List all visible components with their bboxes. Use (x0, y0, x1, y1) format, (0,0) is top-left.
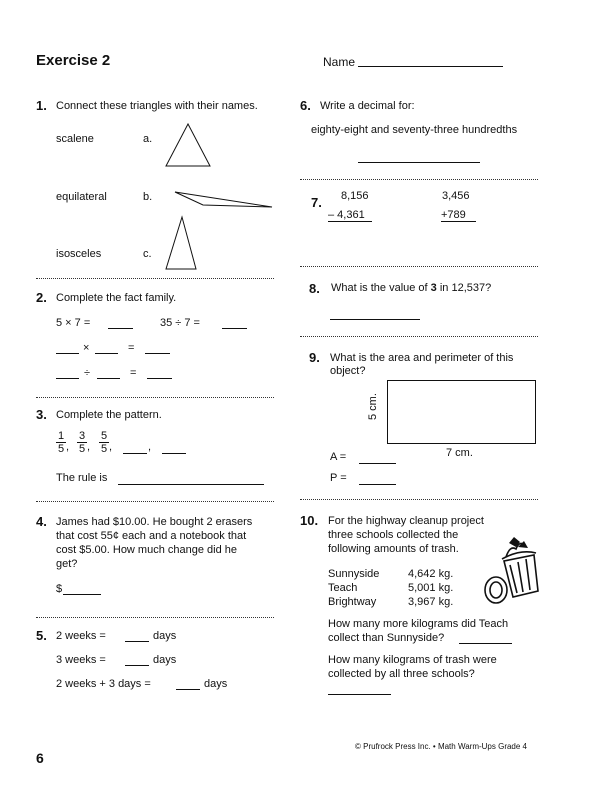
q2-times-sign: × (83, 342, 90, 354)
q10-answer-b-field[interactable] (328, 684, 391, 695)
q6-number: 6. (300, 98, 311, 113)
q9-number: 9. (309, 350, 320, 365)
divider (300, 266, 538, 267)
q9-perimeter-field[interactable] (359, 474, 396, 485)
q5-line-2: 3 weeks = (56, 654, 106, 666)
q1-letter-c: c. (143, 248, 152, 260)
school-amount: 4,642 kg. (408, 568, 454, 580)
q2-prompt: Complete the fact family. (56, 292, 177, 304)
q2-blank[interactable] (108, 318, 133, 329)
q5-line-3: 2 weeks + 3 days = (56, 678, 151, 690)
q2-divide-sign: ÷ (84, 367, 91, 379)
q3-fraction: $\frac{1}{5}$ (57, 430, 65, 455)
q10-prompt: three schools collected the (328, 529, 459, 541)
name-label: Name (323, 55, 356, 69)
q2-number: 2. (36, 290, 47, 305)
q1-name-isosceles: isosceles (56, 248, 102, 260)
q9-height-label: 5 cm. (367, 393, 379, 420)
q2-equals: = (130, 367, 137, 379)
q7-top-2: 3,456 (442, 190, 470, 202)
q4-answer-field[interactable] (63, 584, 101, 595)
q9-width-label: 7 cm. (446, 447, 473, 459)
q4-text: James had $10.00. He bought 2 erasers (56, 516, 253, 528)
q9-area-field[interactable] (359, 453, 396, 464)
divider (300, 499, 538, 500)
q5-blank[interactable] (176, 679, 200, 690)
q8-number: 8. (309, 281, 320, 296)
q2-equation-2: 35 ÷ 7 = (160, 317, 200, 329)
q10-prompt: For the highway cleanup project (328, 515, 484, 527)
q8-digit: 3 (430, 282, 437, 294)
q10-question-b: collected by all three schools? (328, 668, 475, 680)
q1-letter-a: a. (143, 133, 153, 145)
q6-words: eighty-eight and seventy-three hundredths (311, 124, 518, 136)
divider (300, 336, 538, 337)
q9-prompt: object? (330, 365, 366, 377)
q10-number: 10. (300, 513, 319, 528)
q10-question-a: How many more kilograms did Teach (328, 618, 509, 630)
q10-question-a: collect than Sunnyside? (328, 632, 445, 644)
q3-blank[interactable] (162, 443, 186, 454)
q3-prompt: Complete the pattern. (56, 409, 162, 421)
triangle-isosceles (166, 217, 196, 269)
q7-bottom-2: +789 (441, 209, 476, 222)
q2-blank[interactable] (95, 343, 118, 354)
q5-line-1: 2 weeks = (56, 630, 106, 642)
q8-prompt: What is the value of 3 in 12,537? (331, 282, 492, 294)
q5-number: 5. (36, 628, 47, 643)
q3-fraction: $\frac{5}{5}$ (100, 430, 108, 455)
q1-letter-b: b. (143, 191, 153, 203)
q4-text: get? (56, 558, 78, 570)
q2-blank[interactable] (222, 318, 247, 329)
q3-rule-label: The rule is (56, 472, 108, 484)
divider (300, 179, 538, 180)
q6-prompt: Write a decimal for: (320, 100, 415, 112)
q1-number: 1. (36, 98, 47, 113)
q4-number: 4. (36, 514, 47, 529)
q10-prompt: following amounts of trash. (328, 543, 459, 555)
q2-blank[interactable] (97, 368, 120, 379)
q2-equals: = (128, 342, 135, 354)
page-number: 6 (36, 750, 44, 766)
q3-rule-field[interactable] (118, 474, 264, 485)
q4-dollar-sign: $ (56, 583, 63, 595)
triangle-equilateral (166, 124, 210, 166)
q9-perimeter-label: P = (330, 472, 347, 484)
q2-blank[interactable] (147, 368, 172, 379)
exercise-title: Exercise 2 (36, 52, 111, 69)
q3-fraction: $\frac{3}{5}$ (78, 430, 86, 455)
q7-number: 7. (311, 195, 322, 210)
q3-blank[interactable] (123, 443, 147, 454)
divider (36, 501, 274, 502)
q9-prompt: What is the area and perimeter of this (330, 352, 514, 364)
q7-top-1: 8,156 (341, 190, 369, 202)
q5-blank[interactable] (125, 655, 149, 666)
q1-name-equilateral: equilateral (56, 191, 107, 203)
triangle-scalene (175, 192, 272, 207)
q4-text: that cost 55¢ each and a notebook that (56, 530, 247, 542)
q2-equation-1: 5 × 7 = (56, 317, 91, 329)
q8-answer-field[interactable] (330, 309, 420, 320)
school-amount: 5,001 kg. (408, 582, 454, 594)
q10-answer-a-field[interactable] (459, 633, 512, 644)
divider (36, 278, 274, 279)
q6-answer-field[interactable] (358, 152, 480, 163)
q1-prompt: Connect these triangles with their names. (56, 100, 258, 112)
q7-bottom-1: – 4,361 (328, 209, 372, 222)
q9-area-label: A = (330, 451, 347, 463)
school-name: Teach (328, 582, 358, 594)
rectangle-figure (387, 380, 536, 444)
q4-text: cost $5.00. How much change did he (56, 544, 238, 556)
school-name: Sunnyside (328, 568, 380, 580)
q3-number: 3. (36, 407, 47, 422)
q2-blank[interactable] (145, 343, 170, 354)
school-amount: 3,967 kg. (408, 596, 454, 608)
q5-blank[interactable] (125, 631, 149, 642)
q10-question-b: How many kilograms of trash were (328, 654, 497, 666)
trash-can-icon (480, 535, 550, 607)
footer-credit: © Prufrock Press Inc. • Math Warm-Ups Grade 4 (355, 742, 527, 751)
q2-blank[interactable] (56, 368, 79, 379)
divider (36, 617, 274, 618)
q1-name-scalene: scalene (56, 133, 94, 145)
q2-blank[interactable] (56, 343, 79, 354)
school-name: Brightway (328, 596, 377, 608)
divider (36, 397, 274, 398)
